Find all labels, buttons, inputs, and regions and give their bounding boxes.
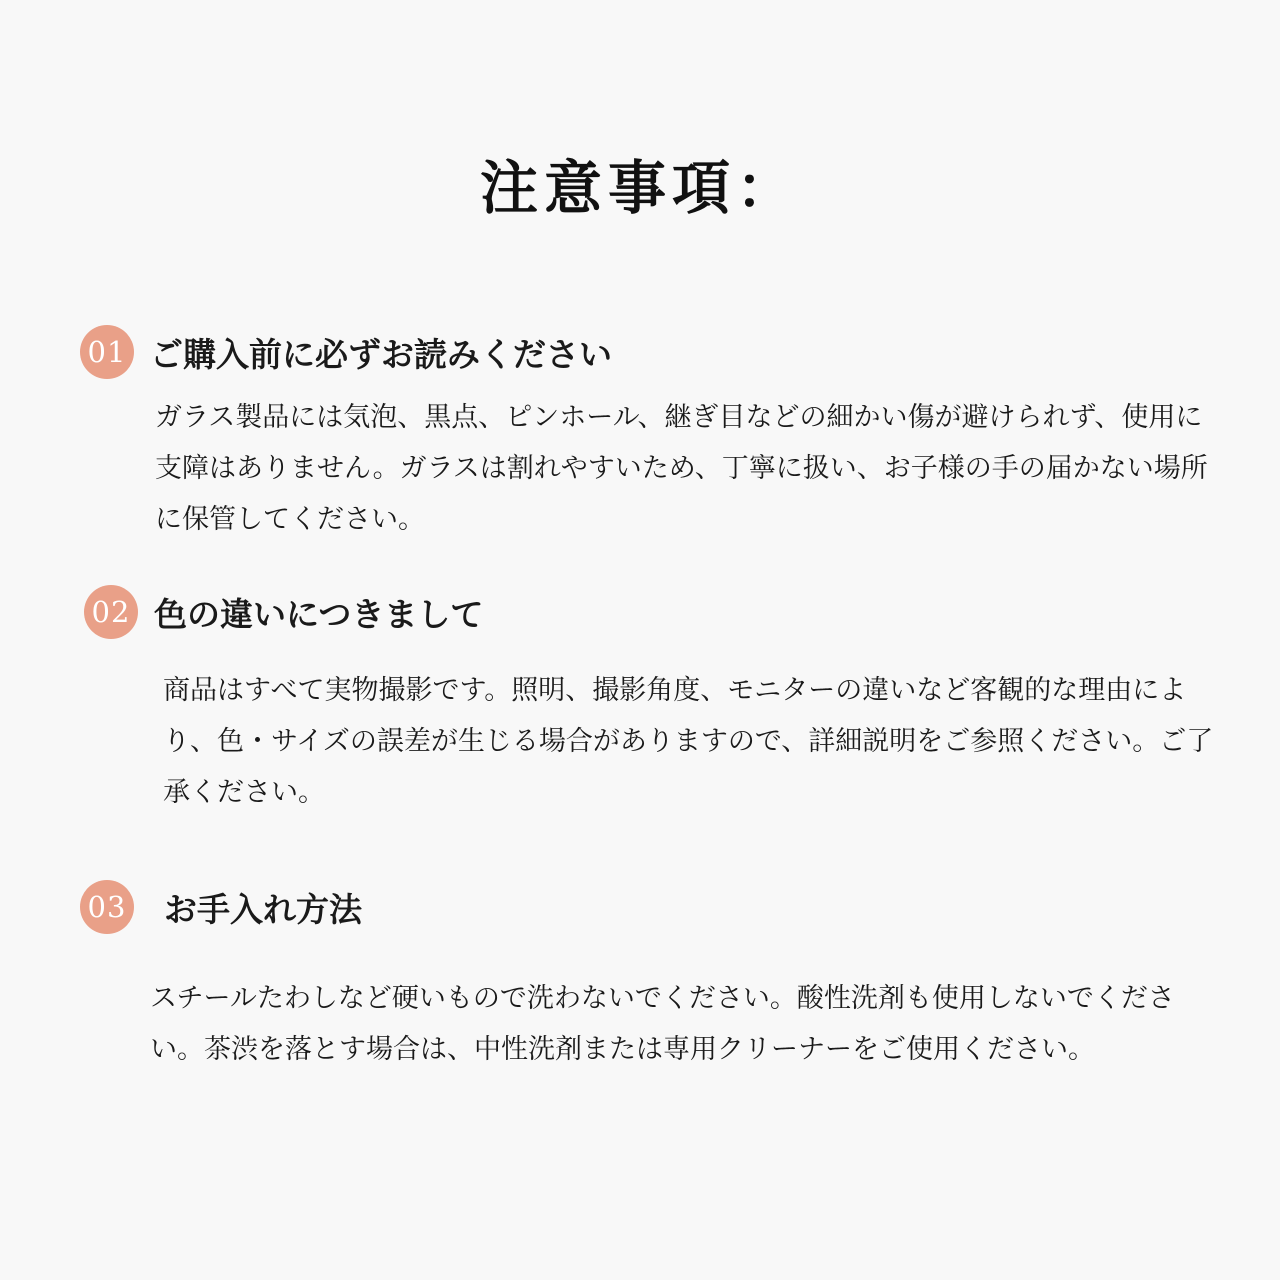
section-header-precautions: [80, 325, 612, 379]
section-heading: ご購入前に必ずお読みください: [150, 334, 612, 374]
section-number-badge: 03: [80, 880, 134, 934]
section-body: 商品はすべて実物撮影です。照明、撮影角度、モニターの違いなど客観的な理由により、色・サイズの誤差が生じる場合がありますので、詳細説明をご参照ください。ご了承ください。: [163, 675, 1214, 808]
section-header-care-instructions: [80, 880, 362, 934]
section-heading: 色の違いにつきまして: [154, 594, 484, 634]
section-number-badge: 02: [84, 585, 138, 639]
section-number-badge: 01: [80, 325, 134, 379]
section-body: ガラス製品には気泡、黒点、ピンホール、継ぎ目などの細かい傷が避けられず、使用に支障はありません。ガラスは割れやすいため、丁寧に扱い、お子様の手の届かない場所に保管してください。: [155, 402, 1208, 535]
section-header-color-difference: [84, 585, 483, 639]
section-heading: お手入れ方法: [164, 889, 362, 929]
page-title: 注意事項：: [479, 154, 800, 222]
section-body: スチールたわしなど硬いもので洗わないでください。酸性洗剤も使用しないでください。茶渋を落とす場合は、中性洗剤または専用クリーナーをご使用ください。: [150, 983, 1175, 1065]
